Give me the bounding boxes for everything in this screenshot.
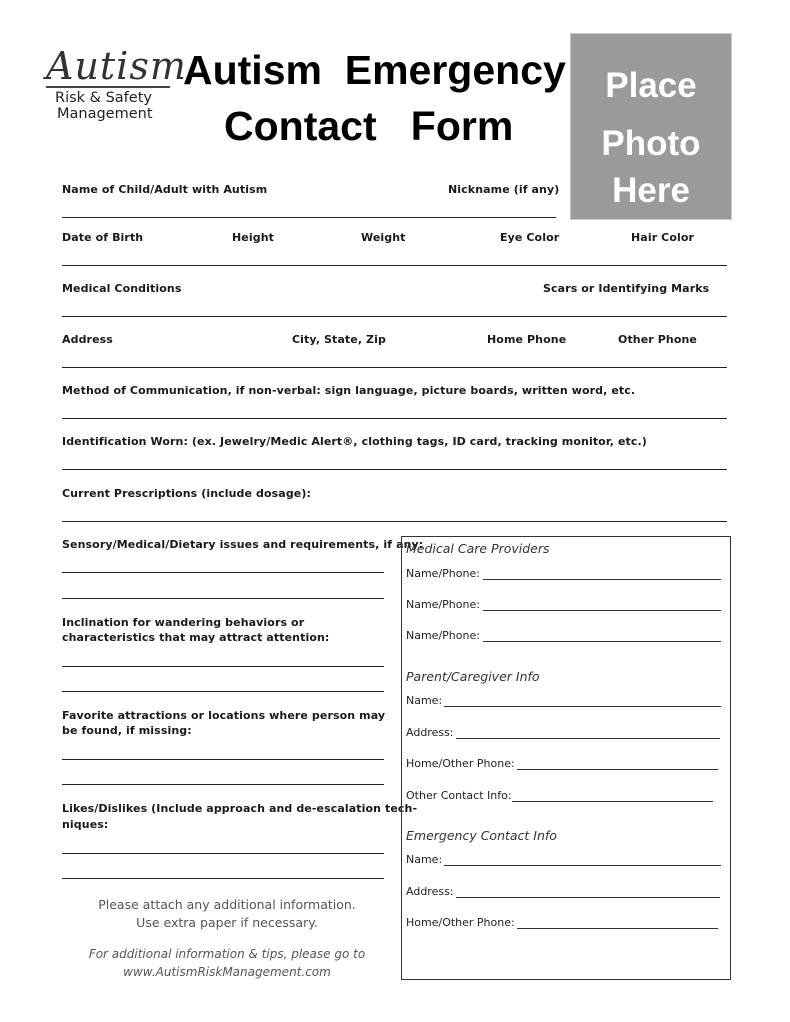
label-identification: Identification Worn: (ex. Jewelry/Medic Alert®, clothing tags, ID card, tracking monitor, etc.) bbox=[62, 435, 647, 448]
footer-note-1: Please attach any additional information. bbox=[98, 897, 356, 912]
label-favorite-1: Favorite attractions or locations where person may bbox=[62, 709, 386, 722]
label-scars: Scars or Identifying Marks bbox=[543, 282, 710, 295]
label-parent-name: Name: bbox=[406, 694, 443, 707]
field-line-prescriptions[interactable] bbox=[62, 521, 727, 522]
field-line-medical-1[interactable] bbox=[483, 579, 721, 580]
field-line-parent-address[interactable] bbox=[456, 738, 720, 739]
field-line-parent-name[interactable] bbox=[444, 706, 721, 707]
footer-info-1: For additional information & tips, please go to bbox=[88, 947, 366, 961]
field-line-parent-phone[interactable] bbox=[517, 769, 718, 770]
label-dob: Date of Birth bbox=[62, 231, 144, 244]
field-line-likes-1[interactable] bbox=[62, 853, 384, 854]
field-line-physical[interactable] bbox=[62, 265, 727, 266]
field-line-address[interactable] bbox=[62, 367, 727, 368]
field-line-favorite-1[interactable] bbox=[62, 759, 384, 760]
label-favorite-2: be found, if missing: bbox=[62, 724, 192, 737]
field-line-communication[interactable] bbox=[62, 418, 727, 419]
field-line-emergency-address[interactable] bbox=[456, 897, 720, 898]
photo-text-line3: Here bbox=[612, 171, 690, 210]
heading-medical-care-providers: Medical Care Providers bbox=[406, 541, 550, 556]
field-line-favorite-2[interactable] bbox=[62, 784, 384, 785]
label-emergency-phone: Home/Other Phone: bbox=[406, 916, 515, 929]
label-hair-color: Hair Color bbox=[631, 231, 695, 244]
field-line-medical-2[interactable] bbox=[483, 610, 721, 611]
field-line-likes-2[interactable] bbox=[62, 878, 384, 879]
field-line-emergency-name[interactable] bbox=[444, 865, 721, 866]
label-medical-name-phone-2: Name/Phone: bbox=[406, 598, 480, 611]
footer-note-2: Use extra paper if necessary. bbox=[136, 915, 318, 930]
label-prescriptions: Current Prescriptions (include dosage): bbox=[62, 487, 311, 500]
label-likes-1: Likes/Dislikes (Include approach and de-escalation tech- bbox=[62, 802, 418, 815]
field-line-identification[interactable] bbox=[62, 469, 727, 470]
logo-subtitle-line2: Management bbox=[57, 106, 153, 122]
label-medical-conditions: Medical Conditions bbox=[62, 282, 182, 295]
label-name-child: Name of Child/Adult with Autism bbox=[62, 183, 268, 196]
field-line-emergency-phone[interactable] bbox=[517, 928, 718, 929]
photo-text-line2: Photo bbox=[601, 124, 701, 163]
label-emergency-address: Address: bbox=[406, 885, 454, 898]
label-other-phone: Other Phone bbox=[618, 333, 697, 346]
footer-website-link[interactable]: www.AutismRiskManagement.com bbox=[123, 965, 331, 979]
logo-subtitle-line1: Risk & Safety bbox=[55, 90, 152, 106]
field-line-sensory-1[interactable] bbox=[62, 572, 384, 573]
field-line-medical[interactable] bbox=[62, 316, 727, 317]
label-medical-name-phone-3: Name/Phone: bbox=[406, 629, 480, 642]
label-home-phone: Home Phone bbox=[487, 333, 567, 346]
label-parent-phone: Home/Other Phone: bbox=[406, 757, 515, 770]
label-wandering-1: Inclination for wandering behaviors or bbox=[62, 616, 305, 629]
heading-emergency-contact: Emergency Contact Info bbox=[406, 828, 557, 843]
label-medical-name-phone-1: Name/Phone: bbox=[406, 567, 480, 580]
label-height: Height bbox=[232, 231, 275, 244]
logo-underline bbox=[46, 86, 170, 88]
photo-text-line1: Place bbox=[605, 66, 697, 105]
label-eye-color: Eye Color bbox=[500, 231, 560, 244]
field-line-medical-3[interactable] bbox=[483, 641, 721, 642]
heading-parent-caregiver: Parent/Caregiver Info bbox=[406, 669, 540, 684]
field-line-sensory-2[interactable] bbox=[62, 598, 384, 599]
label-parent-address: Address: bbox=[406, 726, 454, 739]
logo-wordmark: Autism bbox=[46, 44, 187, 88]
field-line-name[interactable] bbox=[62, 217, 556, 218]
photo-placeholder[interactable] bbox=[570, 33, 732, 220]
label-wandering-2: characteristics that may attract attention: bbox=[62, 631, 330, 644]
label-likes-2: niques: bbox=[62, 818, 109, 831]
field-line-wandering-1[interactable] bbox=[62, 666, 384, 667]
page-title-line2: Contact Form bbox=[224, 103, 514, 149]
label-weight: Weight bbox=[361, 231, 406, 244]
label-emergency-name: Name: bbox=[406, 853, 443, 866]
label-sensory: Sensory/Medical/Dietary issues and requirements, if any: bbox=[62, 538, 424, 551]
label-communication: Method of Communication, if non-verbal: sign language, picture boards, written word, etc. bbox=[62, 384, 636, 397]
page-title-line1: Autism Emergency bbox=[183, 47, 566, 93]
field-line-parent-other[interactable] bbox=[512, 801, 713, 802]
label-parent-other-contact: Other Contact Info: bbox=[406, 789, 512, 802]
label-city-state-zip: City, State, Zip bbox=[292, 333, 386, 346]
label-nickname: Nickname (if any) bbox=[448, 183, 560, 196]
field-line-wandering-2[interactable] bbox=[62, 691, 384, 692]
label-address: Address bbox=[62, 333, 113, 346]
